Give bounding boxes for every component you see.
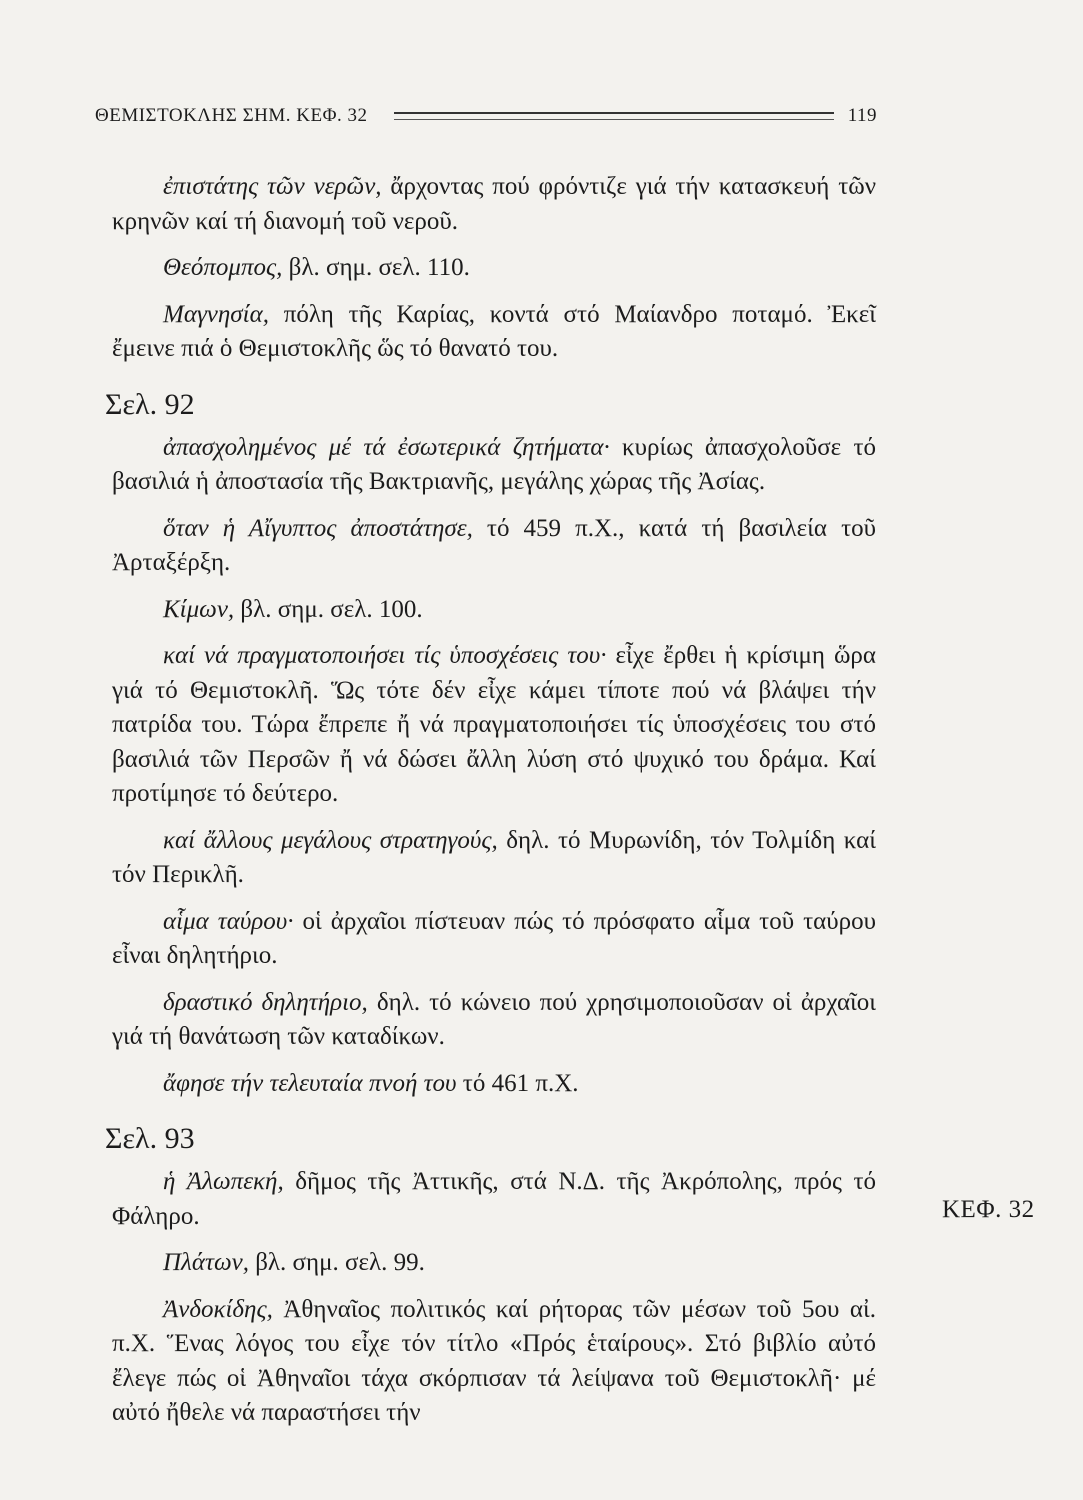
gloss-entry (112, 512, 876, 581)
gloss-text: τό 459 π.Χ., κατά τή βασιλεία τοῦ Ἀρταξέρξη. (112, 514, 876, 576)
gloss-entry (112, 639, 876, 812)
gloss-term: ἡ Ἀλωπεκή, (163, 1168, 284, 1195)
gloss-term: καί νά πραγματοποιήσει τίς ὑποσχέσεις του· (163, 642, 607, 669)
gloss-text: δηλ. τό κώνειο πού χρησιμοποιοῦσαν οἱ ἀρχαῖοι γιά τή θανάτωση τῶν καταδίκων. (112, 988, 876, 1050)
gloss-entry (112, 1293, 876, 1431)
gloss-term: καί ἄλλους μεγάλους στρατηγούς, (163, 826, 498, 854)
gloss-term: ὅταν ἡ Αἴγυπτος ἀποστάτησε, (163, 514, 473, 542)
gloss-term: ἐπιστάτης τῶν νερῶν, (163, 173, 382, 200)
gloss-text: πόλη τῆς Καρίας, κοντά στό Μαίανδρο ποταμό. Ἐκεῖ ἔμεινε πιά ὁ Θεμιστοκλῆς ὥς τό θανατό του. (112, 300, 876, 362)
gloss-term: Θεόπομπος, (163, 254, 283, 281)
gloss-text: οἱ ἀρχαῖοι πίστευαν πώς τό πρόσφατο αἷμα τοῦ ταύρου εἶναι δηλητήριο. (112, 907, 877, 969)
gloss-entry (112, 431, 876, 500)
gloss-text: βλ. σημ. σελ. 100. (234, 595, 423, 623)
gloss-term: δραστικό δηλητήριο, (163, 988, 368, 1016)
section-heading: Σελ. 93 (105, 1122, 195, 1155)
gloss-entry (112, 824, 876, 893)
gloss-entry (112, 593, 876, 628)
gloss-term: Πλάτων, (163, 1249, 249, 1276)
section-heading: Σελ. 92 (105, 387, 195, 421)
gloss-term: Κίμων, (163, 595, 235, 623)
gloss-text: βλ. σημ. σελ. 99. (248, 1249, 425, 1276)
gloss-term: αἷμα ταύρου· (163, 907, 294, 935)
gloss-text: εἶχε ἔρθει ἡ κρίσιμη ὥρα γιά τό Θεμιστοκλῆ. Ὥς τότε δέν εἶχε κάμει τίποτε πού νά βλάψει τήν πατρίδα του. Τώρα ἔπρεπε ἤ νά πραγματοποιήσει τίς ὑποσχέσεις του στό βασιλιά τῶν Περσῶν ἤ νά δώσει ἄλλη λύση στό ψυχικό του δράμα. Καί προτίμησε τό δεύτερο. (112, 642, 877, 807)
running-title: ΘΕΜΙΣΤΟΚΛΗΣ ΣΗΜ. ΚΕΦ. 32 (95, 105, 368, 126)
gloss-text: ἄρχοντας πού φρόντιζε γιά τήν κατασκευή τῶν κρηνῶν καί τή διανομή τοῦ νεροῦ. (112, 173, 876, 235)
gloss-text: κυρίως ἀπασχολοῦσε τό βασιλιά ἡ ἀποστασία τῆς Βακτριανῆς, μεγάλης χώρας τῆς Ἀσίας. (112, 433, 876, 495)
gloss-entry (112, 1067, 876, 1102)
gloss-entry (112, 905, 876, 974)
gloss-text: βλ. σημ. σελ. 110. (282, 254, 470, 281)
gloss-text: Ἀθηναῖος πολιτικός καί ρήτορας τῶν μέσων τοῦ 5ου αἰ. π.Χ. Ἕνας λόγος του εἶχε τόν τίτλο «Πρός ἑταίρους». Στό βιβλίο αὐτό ἔλεγε πώς οἱ Ἀθηναῖοι τάχα σκόρπισαν τά λείψανα τοῦ Θεμιστοκλῆ· μέ αὐτό ἤθελε νά παραστήσει τήν (112, 1295, 876, 1426)
gloss-text: δηλ. τό Μυρωνίδη, τόν Τολμίδη καί τόν Περικλῆ. (112, 826, 876, 888)
page-body (105, 170, 877, 1443)
gloss-entry (112, 1165, 876, 1234)
gloss-term: ἀπασχολημένος μέ τά ἐσωτερικά ζητήματα· (163, 433, 610, 461)
header-double-rule (394, 112, 834, 120)
gloss-entry (112, 986, 876, 1055)
margin-chapter-note: ΚΕΦ. 32 (942, 1196, 1035, 1223)
gloss-term: ἄφησε τήν τελευταία πνοή του (163, 1069, 457, 1097)
gloss-entry (112, 1246, 876, 1281)
gloss-entry (112, 170, 876, 239)
gloss-text: δῆμος τῆς Ἀττικῆς, στά Ν.Δ. τῆς Ἀκρόπολης, πρός τό Φάληρο. (112, 1168, 877, 1230)
gloss-entry (112, 298, 876, 367)
gloss-text: τό 461 π.Χ. (456, 1069, 579, 1097)
gloss-entry (112, 251, 876, 286)
gloss-term: Ἀνδοκίδης, (163, 1295, 273, 1323)
gloss-term: Μαγνησία, (163, 300, 269, 328)
running-header (95, 100, 877, 132)
page-number: 119 (847, 105, 877, 126)
